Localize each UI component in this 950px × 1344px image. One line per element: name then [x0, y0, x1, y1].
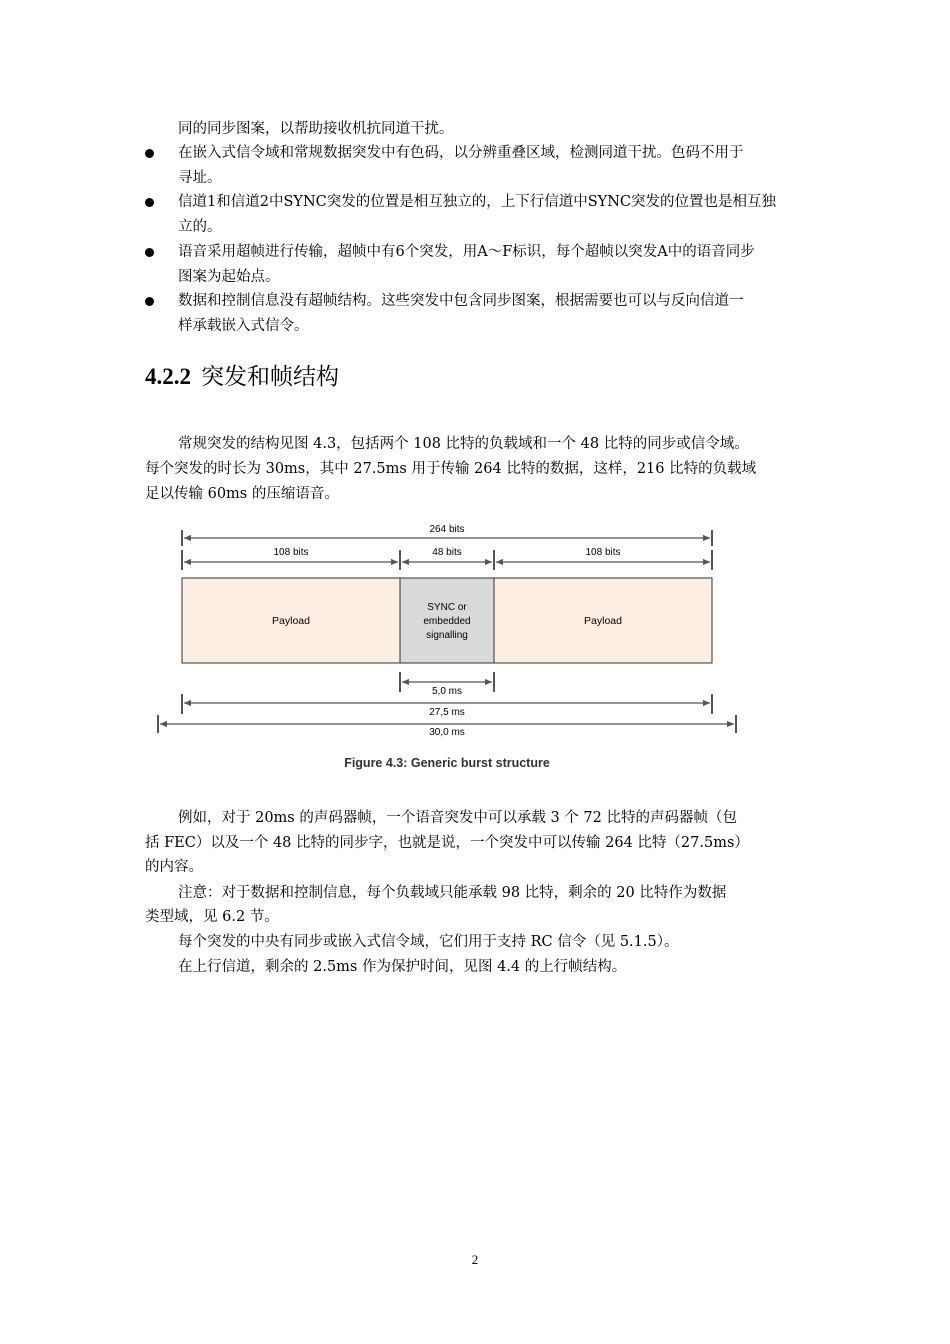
- bullet-icon: [145, 149, 154, 158]
- bullet-icon: [145, 297, 154, 306]
- bullet-item-1-line2: 寻址。: [178, 170, 222, 186]
- payload-label-left: Payload: [272, 615, 310, 627]
- bullet-item-4-line2: 样承载嵌入式信令。: [178, 318, 309, 334]
- label-27-5ms: 27,5 ms: [429, 707, 465, 718]
- payload-label-right: Payload: [584, 615, 622, 627]
- section-number: 4.2.2: [145, 364, 191, 389]
- bullet-item-1-line1: 在嵌入式信令域和常规数据突发中有色码，以分辨重叠区域，检测同道干扰。色码不用于: [178, 145, 744, 161]
- paragraph-2-line3: 的内容。: [145, 859, 203, 875]
- paragraph-1-line2: 每个突发的时长为 30ms，其中 27.5ms 用于传输 264 比特的数据，这样，216 比特的负载域: [145, 461, 757, 477]
- paragraph-4: 每个突发的中央有同步或嵌入式信令域，它们用于支持 RC 信令（见 5.1.5）。: [178, 934, 679, 950]
- label-108-bits-right: 108 bits: [585, 547, 621, 558]
- bullet-item-3-line2: 图案为起始点。: [178, 269, 280, 285]
- section-heading: [145, 362, 339, 392]
- label-30ms: 30,0 ms: [429, 727, 465, 738]
- paragraph-1-line1: 常规突发的结构见图 4.3，包括两个 108 比特的负载域和一个 48 比特的同步或信令域。: [178, 436, 749, 452]
- bullet-item-2-line2: 立的。: [178, 219, 222, 235]
- burst-structure-figure: [150, 518, 750, 778]
- bullet-item-3-line1: 语音采用超帧进行传输，超帧中有6个突发，用A～F标识，每个超帧以突发A中的语音同步: [178, 244, 755, 260]
- paragraph-3-line1: 注意：对于数据和控制信息，每个负载域只能承载 98 比特，剩余的 20 比特作为数据: [178, 885, 727, 901]
- paragraph-5: 在上行信道，剩余的 2.5ms 作为保护时间，见图 4.4 的上行帧结构。: [178, 959, 627, 975]
- bullet-icon: [145, 198, 154, 207]
- label-108-bits-left: 108 bits: [273, 547, 309, 558]
- bullet-item-2-line1: 信道1和信道2中SYNC突发的位置是相互独立的，上下行信道中SYNC突发的位置也是相互独: [178, 194, 777, 210]
- sync-label-line1: SYNC or: [427, 602, 467, 613]
- bullet-item-4-line1: 数据和控制信息没有超帧结构。这些突发中包含同步图案，根据需要也可以与反向信道一: [178, 293, 744, 309]
- paragraph-3-line2: 类型域，见 6.2 节。: [145, 909, 279, 925]
- bullet-icon: [145, 248, 154, 257]
- figure-caption: Figure 4.3: Generic burst structure: [344, 756, 550, 770]
- label-264-bits: 264 bits: [429, 524, 465, 535]
- sync-label-line2: embedded: [423, 616, 471, 627]
- paragraph-1-line3: 足以传输 60ms 的压缩语音。: [145, 486, 339, 502]
- bullet-continuation: 同的同步图案，以帮助接收机抗同道干扰。: [178, 121, 454, 137]
- paragraph-2-line2: 括 FEC）以及一个 48 比特的同步字，也就是说，一个突发中可以传输 264 比特（27.5ms）: [145, 835, 749, 851]
- section-title: 突发和帧结构: [201, 364, 339, 390]
- page-number: 2: [471, 1252, 479, 1267]
- label-48-bits: 48 bits: [432, 547, 462, 558]
- label-5ms: 5,0 ms: [431, 686, 463, 697]
- sync-label-line3: signalling: [426, 630, 468, 641]
- paragraph-2-line1: 例如，对于 20ms 的声码器帧，一个语音突发中可以承载 3 个 72 比特的声码器帧（包: [178, 810, 737, 826]
